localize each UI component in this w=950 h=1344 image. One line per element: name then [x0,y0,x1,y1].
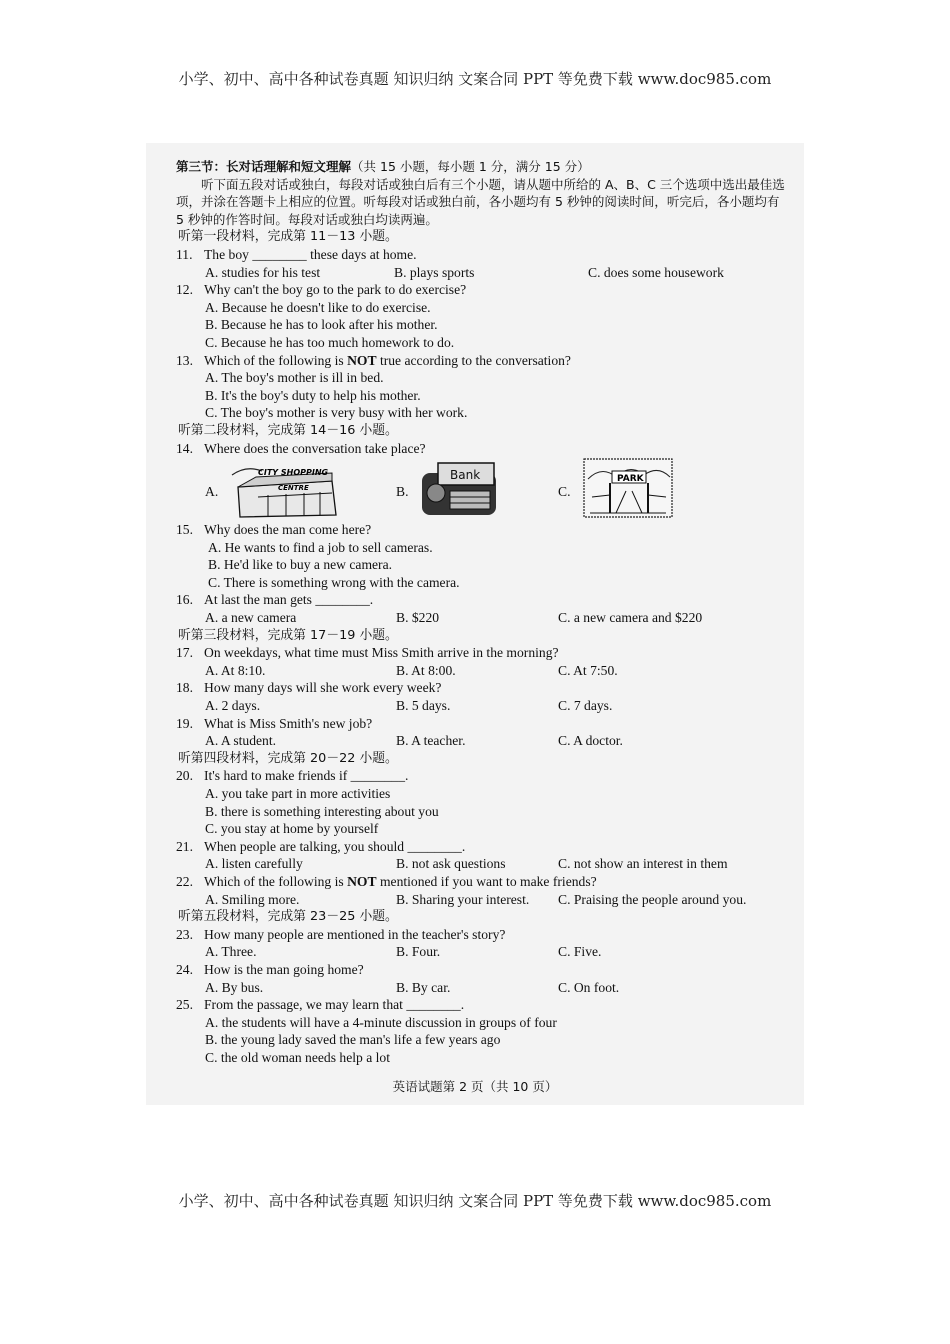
question-text: Why does the man come here? [204,522,372,538]
question-12 [176,281,786,299]
question-text: At last the man gets ________. [204,592,374,608]
question-text-emphasis: NOT [347,352,377,368]
question-14 [176,440,786,458]
option-16-a: A. a new camera [205,610,297,626]
option-20-b: B. there is something interesting about you [205,803,439,819]
question-text: How many days will she work every week? [204,680,442,696]
park-picture [582,457,674,519]
question-text: It's hard to make friends if ________. [204,768,409,784]
question-20 [176,767,786,785]
option-16-b: B. $220 [396,610,440,626]
part-4-heading: 听第四段材料，完成第 20－22 小题。 [178,750,398,766]
question-23 [176,926,786,944]
options-24 [176,979,786,997]
option-12-b: B. Because he has to look after his mother. [205,317,438,333]
question-number: 25. [176,997,193,1013]
option-14-c-label: C. [558,484,571,500]
question-text: On weekdays, what time must Miss Smith arrive in the morning? [204,645,559,661]
options-18 [176,697,786,715]
question-text: Why can't the boy go to the park to do exercise? [204,282,467,298]
question-18 [176,679,786,697]
question-22 [176,873,786,891]
question-number: 14. [176,440,193,456]
option-13-a: A. The boy's mother is ill in bed. [205,370,384,386]
option-18-c: C. 7 days. [558,698,613,714]
question-25 [176,996,786,1014]
options-19 [176,732,786,750]
question-13 [176,352,786,370]
option-22-c: C. Praising the people around you. [558,891,747,907]
question-number: 23. [176,926,193,942]
option-17-a: A. At 8:10. [205,662,266,678]
question-text-pre: Which of the following is [204,873,348,889]
section-title [176,158,786,176]
option-21-c: C. not show an interest in them [558,856,728,872]
question-number: 21. [176,838,193,854]
question-number: 16. [176,592,193,608]
option-19-c: C. A doctor. [558,733,623,749]
shopping-centre-picture [228,461,340,519]
option-19-a: A. A student. [205,733,276,749]
option-17-b: B. At 8:00. [396,662,456,678]
question-number: 11. [176,246,193,262]
options-16 [176,609,786,627]
question-text: When people are talking, you should ________. [204,838,466,854]
site-footer: 小学、初中、高中各种试卷真题 知识归纳 文案合同 PPT 等免费下载 www.doc985.com [178,1192,772,1210]
options-14-pictures [176,457,786,521]
option-23-b: B. Four. [396,944,441,960]
question-number: 20. [176,768,193,784]
question-text-post: true according to the conversation? [376,352,571,368]
option-15-c: C. There is something wrong with the camera. [208,574,460,590]
option-15-b: B. He'd like to buy a new camera. [208,557,393,573]
option-13-c: C. The boy's mother is very busy with her work. [205,405,468,421]
part-3-heading: 听第三段材料，完成第 17－19 小题。 [178,627,398,643]
option-12-c: C. Because he has too much homework to do. [205,334,455,350]
part-1-heading: 听第一段材料，完成第 11－13 小题。 [178,229,398,245]
options-11 [176,264,786,282]
option-25-a: A. the students will have a 4-minute discussion in groups of four [205,1014,557,1030]
option-25-c: C. the old woman needs help a lot [205,1049,390,1065]
question-number: 18. [176,680,193,696]
bank-sign: Bank [450,468,481,483]
part-5-heading: 听第五段材料，完成第 23－25 小题。 [178,909,398,925]
option-22-b: B. Sharing your interest. [396,891,530,907]
option-13-b: B. It's the boy's duty to help his mother. [205,387,421,403]
option-11-c: C. does some housework [588,264,724,280]
question-text: What is Miss Smith's new job? [204,715,373,731]
option-14-a-label: A. [205,484,219,500]
shopping-centre-sign-line2: CENTRE [278,484,309,493]
shopping-centre-sign-line1: CITY SHOPPING [258,468,329,478]
option-22-a: A. Smiling more. [205,891,300,907]
question-text-post: mentioned if you want to make friends? [376,873,597,889]
question-17 [176,644,786,662]
question-number: 12. [176,282,193,298]
question-21 [176,838,786,856]
site-header: 小学、初中、高中各种试卷真题 知识归纳 文案合同 PPT 等免费下载 www.doc985.com [178,70,772,88]
park-sign: PARK [617,474,644,485]
question-24 [176,961,786,979]
option-25-b: B. the young lady saved the man's life a few years ago [205,1032,501,1048]
question-number: 15. [176,522,193,538]
question-15 [176,521,786,539]
options-21 [176,855,786,873]
question-text: From the passage, we may learn that ________. [204,997,465,1013]
question-number: 17. [176,645,193,661]
option-23-c: C. Five. [558,944,602,960]
question-number: 24. [176,961,193,977]
option-12-a: A. Because he doesn't like to do exercise. [205,299,431,315]
option-14-b-label: B. [396,484,409,500]
section-title-text: 第三节：长对话理解和短文理解 [176,159,352,174]
options-23 [176,943,786,961]
question-text: The boy ________ these days at home. [204,246,417,262]
question-text-pre: Which of the following is [204,352,348,368]
question-16 [176,591,786,609]
option-21-a: A. listen carefully [205,856,303,872]
options-17 [176,662,786,680]
section-instructions: 听下面五段对话或独白，每段对话或独白后有三个小题，请从题中所给的 A、B、C 三个选项中选出最佳选项，并涂在答题卡上相应的位置。听每段对话或独白前，各小题均有 5 秒钟的阅读时间，听完后，各小题均有 5 秒钟的作答时间。每段对话或独白均读两遍。 [176,176,785,227]
option-20-a: A. you take part in more activities [205,786,391,801]
option-11-b: B. plays sports [394,264,475,280]
question-number: 19. [176,715,193,731]
question-11 [176,246,786,264]
question-19 [176,715,786,733]
option-15-a: A. He wants to find a job to sell cameras. [208,539,433,555]
section-note: （共 15 小题，每小题 1 分，满分 15 分） [351,159,590,174]
question-text-emphasis: NOT [347,873,377,889]
option-21-b: B. not ask questions [396,856,506,872]
question-text: Where does the conversation take place? [204,440,426,456]
question-number: 13. [176,352,193,368]
option-20-c: C. you stay at home by yourself [205,821,379,837]
exam-content [176,158,786,1067]
option-18-a: A. 2 days. [205,698,261,714]
options-22 [176,891,786,909]
option-17-c: C. At 7:50. [558,662,618,678]
option-24-b: B. By car. [396,979,451,995]
option-23-a: A. Three. [205,944,257,960]
option-18-b: B. 5 days. [396,698,451,714]
question-text: How is the man going home? [204,961,364,977]
question-text: How many people are mentioned in the teacher's story? [204,926,506,942]
bank-picture [420,459,500,519]
option-16-c: C. a new camera and $220 [558,610,703,626]
option-19-b: B. A teacher. [396,733,466,749]
option-11-a: A. studies for his test [205,264,321,280]
page-number: 英语试题第 2 页（共 10 页） [392,1079,558,1094]
option-24-a: A. By bus. [205,979,264,995]
question-number: 22. [176,873,193,889]
part-2-heading: 听第二段材料，完成第 14－16 小题。 [178,422,398,438]
option-24-c: C. On foot. [558,979,620,995]
